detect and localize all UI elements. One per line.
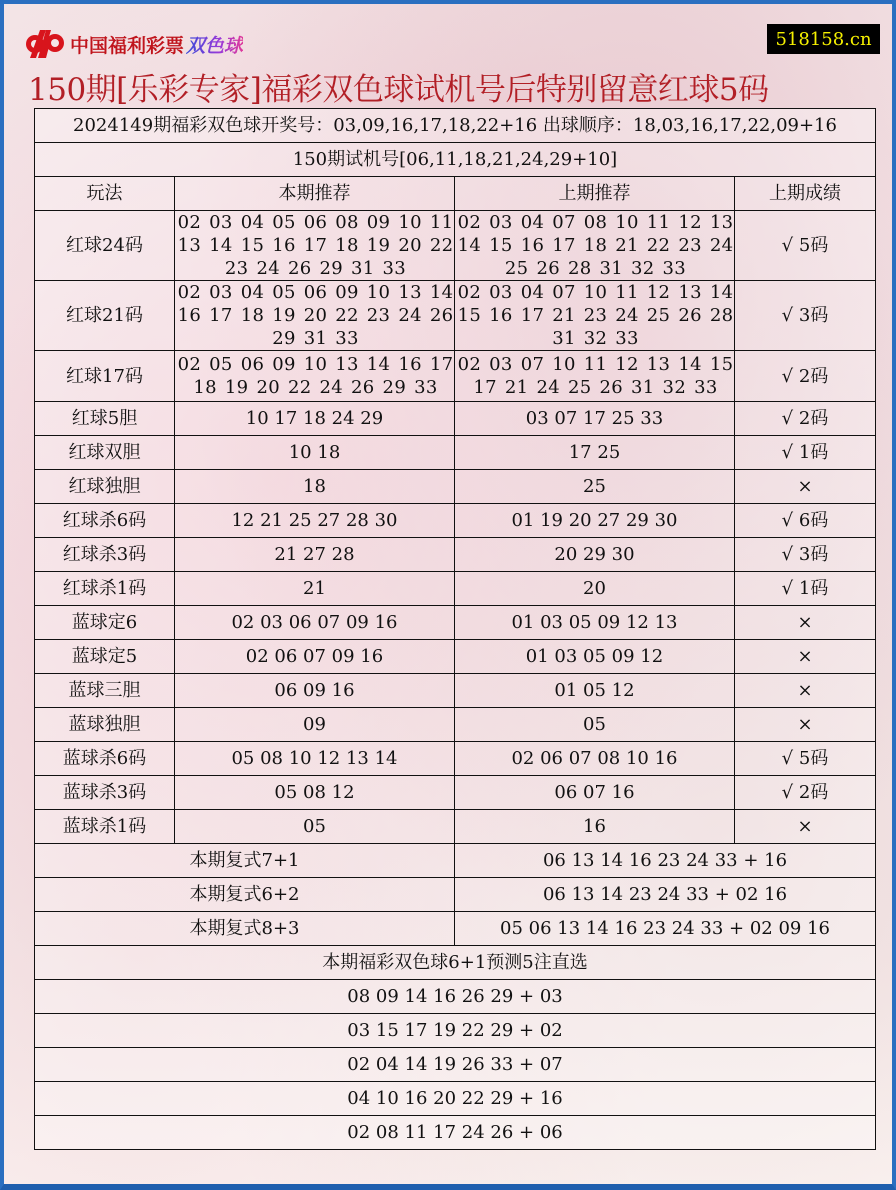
previous-numbers: 01 05 12 [455,674,735,708]
number-line: 25 26 28 31 32 33 [504,258,687,279]
compound-row [35,912,876,946]
compound-value: 06 13 14 16 23 24 33 + 16 [455,844,876,878]
draw-info: 2024149期福彩双色球开奖号：03,09,16,17,18,22+16 出球顺序：18,03,16,17,22,09+16 [35,109,876,143]
column-header-previous: 上期推荐 [455,177,735,211]
current-numbers [175,351,455,402]
page-title: 150期[乐彩专家]福彩双色球试机号后特别留意红球5码 [28,72,769,108]
table-row [35,674,876,708]
current-numbers: 05 08 10 12 13 14 [175,742,455,776]
pick-numbers: 08 09 14 16 26 29 + 03 [35,980,876,1014]
table-row [35,402,876,436]
previous-result: √ 2码 [735,402,876,436]
prediction-table [34,108,876,1150]
previous-numbers [455,351,735,402]
column-header-current: 本期推荐 [175,177,455,211]
current-numbers: 12 21 25 27 28 30 [175,504,455,538]
play-name: 蓝球杀1码 [35,810,175,844]
current-numbers [175,211,455,281]
number-line: 02 03 04 07 08 10 11 12 13 [457,212,734,233]
previous-result: × [735,640,876,674]
previous-numbers [455,281,735,351]
play-name: 蓝球杀6码 [35,742,175,776]
lottery-logo [24,28,243,60]
number-line: 29 31 33 [272,328,359,349]
play-name: 蓝球定5 [35,640,175,674]
play-name: 蓝球三胆 [35,674,175,708]
pick-numbers: 02 08 11 17 24 26 + 06 [35,1116,876,1150]
previous-result: × [735,810,876,844]
previous-result: √ 3码 [735,281,876,351]
table-row [35,211,876,281]
current-numbers: 10 17 18 24 29 [175,402,455,436]
number-line: 14 15 16 17 18 21 22 23 24 [457,235,734,256]
number-line: 23 24 26 29 31 33 [224,258,407,279]
table-row [35,504,876,538]
compound-label: 本期复式7+1 [35,844,455,878]
number-line: 31 32 33 [552,328,639,349]
compound-label: 本期复式8+3 [35,912,455,946]
previous-numbers: 20 [455,572,735,606]
play-name: 红球杀1码 [35,572,175,606]
current-numbers: 06 09 16 [175,674,455,708]
logo-brand: 双色球 [186,31,243,58]
previous-numbers: 01 03 05 09 12 [455,640,735,674]
previous-result: √ 1码 [735,572,876,606]
previous-result: √ 5码 [735,211,876,281]
play-name: 红球杀3码 [35,538,175,572]
table-row [35,640,876,674]
current-numbers: 10 18 [175,436,455,470]
previous-numbers: 01 19 20 27 29 30 [455,504,735,538]
table-row [35,810,876,844]
previous-result: × [735,606,876,640]
pick-numbers: 02 04 14 19 26 33 + 07 [35,1048,876,1082]
play-name: 红球5胆 [35,402,175,436]
pick-row [35,1116,876,1150]
previous-numbers: 06 07 16 [455,776,735,810]
previous-result: √ 5码 [735,742,876,776]
compound-row [35,844,876,878]
table-row [35,606,876,640]
previous-result: √ 2码 [735,351,876,402]
previous-numbers: 05 [455,708,735,742]
cwl-logo-icon [24,28,66,60]
previous-numbers: 25 [455,470,735,504]
number-line: 02 03 04 07 10 11 12 13 14 [457,282,734,303]
play-name: 蓝球独胆 [35,708,175,742]
current-numbers: 05 08 12 [175,776,455,810]
number-line: 13 14 15 16 17 18 19 20 22 [177,235,454,256]
picks-title: 本期福彩双色球6+1预测5注直选 [35,946,876,980]
current-numbers: 21 27 28 [175,538,455,572]
column-header-result: 上期成绩 [735,177,876,211]
previous-result: √ 1码 [735,436,876,470]
current-numbers: 02 03 06 07 09 16 [175,606,455,640]
current-numbers: 18 [175,470,455,504]
pick-numbers: 03 15 17 19 22 29 + 02 [35,1014,876,1048]
play-name: 红球21码 [35,281,175,351]
table-row [35,470,876,504]
site-badge[interactable]: 518158.cn [767,24,880,54]
number-line: 02 03 07 10 11 12 13 14 15 [457,354,734,375]
current-numbers: 09 [175,708,455,742]
play-name: 红球24码 [35,211,175,281]
table-row [35,776,876,810]
table-row [35,572,876,606]
previous-numbers: 20 29 30 [455,538,735,572]
previous-numbers: 02 06 07 08 10 16 [455,742,735,776]
draw-info-row [35,109,876,143]
current-numbers: 05 [175,810,455,844]
current-numbers: 02 06 07 09 16 [175,640,455,674]
table-row [35,742,876,776]
current-numbers [175,281,455,351]
number-line: 16 17 18 19 20 22 23 24 26 [177,305,454,326]
current-numbers: 21 [175,572,455,606]
previous-result: √ 6码 [735,504,876,538]
number-line: 17 21 24 25 26 31 32 33 [473,377,718,398]
previous-numbers [455,211,735,281]
pick-numbers: 04 10 16 20 22 29 + 16 [35,1082,876,1116]
previous-numbers: 01 03 05 09 12 13 [455,606,735,640]
previous-result: √ 3码 [735,538,876,572]
play-name: 红球独胆 [35,470,175,504]
compound-row [35,878,876,912]
picks-title-row [35,946,876,980]
previous-numbers: 03 07 17 25 33 [455,402,735,436]
pick-row [35,980,876,1014]
previous-numbers: 16 [455,810,735,844]
pick-row [35,1014,876,1048]
logo-text: 中国福利彩票 [70,34,185,57]
play-name: 蓝球杀3码 [35,776,175,810]
play-name: 红球杀6码 [35,504,175,538]
previous-result: × [735,708,876,742]
number-line: 02 03 04 05 06 09 10 13 14 [177,282,454,303]
play-name: 红球17码 [35,351,175,402]
table-row [35,708,876,742]
pick-row [35,1048,876,1082]
table-row [35,351,876,402]
table-row [35,538,876,572]
number-line: 18 19 20 22 24 26 29 33 [193,377,438,398]
header-row [35,177,876,211]
column-header-play: 玩法 [35,177,175,211]
number-line: 02 03 04 05 06 08 09 10 11 [177,212,454,233]
previous-result: × [735,674,876,708]
previous-result: × [735,470,876,504]
compound-value: 06 13 14 23 24 33 + 02 16 [455,878,876,912]
table-row [35,436,876,470]
table-row [35,281,876,351]
previous-numbers: 17 25 [455,436,735,470]
trial-number-row [35,143,876,177]
play-name: 蓝球定6 [35,606,175,640]
trial-number: 150期试机号[06,11,18,21,24,29+10] [35,143,876,177]
previous-result: √ 2码 [735,776,876,810]
number-line: 15 16 17 21 23 24 25 26 28 [457,305,734,326]
play-name: 红球双胆 [35,436,175,470]
compound-value: 05 06 13 14 16 23 24 33 + 02 09 16 [455,912,876,946]
number-line: 02 05 06 09 10 13 14 16 17 [177,354,454,375]
pick-row [35,1082,876,1116]
compound-label: 本期复式6+2 [35,878,455,912]
